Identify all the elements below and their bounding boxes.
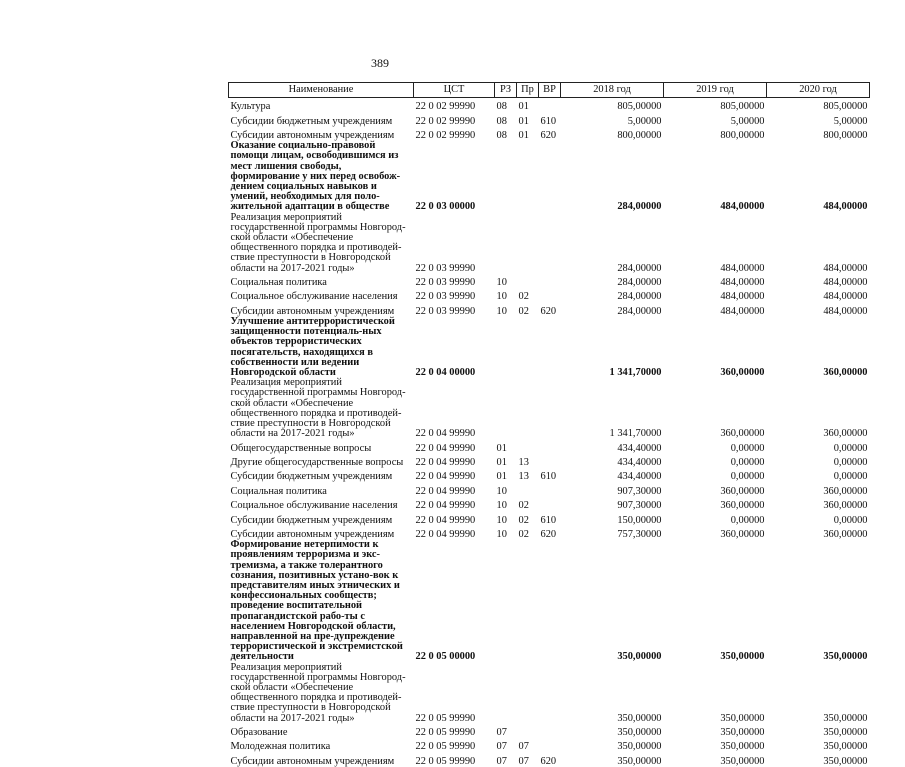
cell-vr: [539, 98, 561, 113]
cell-2018: 907,30000: [617, 500, 662, 512]
table-body: [229, 98, 870, 767]
table-row: [229, 663, 870, 724]
table-row: [229, 497, 870, 511]
cell-vr: 620: [540, 129, 557, 141]
cell-2020: 0,00000: [833, 471, 868, 483]
cell-name: Реализация мероприятий государственной программы Новгород-ской области «Обеспечение общественного порядка и противодей-ствие преступности в Новгородской области на 2017-2021 годы»: [230, 211, 406, 274]
cell-2020: 350,00000: [823, 651, 868, 663]
cell-rz: 10: [496, 305, 507, 317]
cell-name: Социальное обслуживание населения: [230, 500, 398, 512]
table-header-row: [229, 83, 870, 98]
cell-vr: [539, 454, 561, 468]
cell-2018: 1 341,70000: [609, 428, 662, 440]
cell-pr: 02: [518, 291, 529, 303]
cell-name: Культура: [230, 101, 271, 113]
cell-name: Субсидии бюджетным учреждениям: [230, 115, 393, 127]
table-row: [229, 439, 870, 453]
cell-vr: [539, 483, 561, 497]
cell-vr: [539, 213, 561, 274]
cell-name: Субсидии автономным учреждениям: [230, 528, 395, 540]
cell-cst: 22 0 03 00000: [415, 201, 476, 213]
cell-rz: 08: [496, 101, 507, 113]
cell-cst: 22 0 04 00000: [415, 367, 476, 378]
cell-cst: 22 0 04 99990: [415, 500, 476, 512]
cell-2020: 350,00000: [823, 712, 868, 724]
cell-rz: 10: [496, 500, 507, 512]
cell-cst: 22 0 02 99990: [415, 129, 476, 141]
table-row: [229, 98, 870, 113]
cell-2020: 0,00000: [833, 514, 868, 526]
cell-rz: [495, 378, 517, 439]
cell-2019: 5,00000: [730, 115, 765, 127]
header-2019: 2019 год: [664, 83, 767, 98]
cell-2018: 434,40000: [617, 457, 662, 468]
table-row: [229, 483, 870, 497]
cell-2019: 0,00000: [730, 442, 765, 454]
cell-vr: [539, 317, 561, 378]
cell-2018: 284,00000: [617, 277, 662, 288]
cell-cst: 22 0 04 99990: [415, 471, 476, 483]
cell-rz: 10: [496, 277, 507, 288]
cell-vr: [539, 724, 561, 738]
cell-name: Реализация мероприятий государственной программы Новгород-ской области «Обеспечение общественного порядка и противодей-ствие преступности в Новгородской области на 2017-2021 годы»: [230, 377, 406, 440]
cell-vr: 620: [540, 528, 557, 540]
cell-cst: 22 0 05 99990: [415, 712, 476, 724]
cell-2019: 360,00000: [720, 367, 765, 378]
cell-2019: 484,00000: [720, 291, 765, 303]
cell-cst: 22 0 04 99990: [415, 514, 476, 526]
header-name: Наименование: [229, 83, 414, 98]
cell-rz: 07: [496, 755, 507, 767]
table-row: [229, 303, 870, 317]
cell-name: Субсидии автономным учреждениям: [230, 305, 395, 317]
cell-2019: 350,00000: [720, 651, 765, 663]
table-row: [229, 127, 870, 141]
table-row: [229, 274, 870, 288]
cell-rz: 01: [496, 442, 507, 454]
cell-2019: 805,00000: [720, 101, 765, 113]
cell-pr: 07: [518, 755, 529, 767]
cell-2018: 1 341,70000: [609, 367, 662, 378]
cell-pr: 02: [518, 305, 529, 317]
cell-2020: 350,00000: [823, 727, 868, 738]
cell-2020: 360,00000: [823, 367, 868, 378]
header-cst: ЦСТ: [414, 83, 495, 98]
cell-2018: 350,00000: [617, 755, 662, 767]
cell-vr: [539, 274, 561, 288]
cell-2019: 360,00000: [720, 485, 765, 497]
cell-2018: 434,40000: [617, 442, 662, 454]
cell-2018: 284,00000: [617, 305, 662, 317]
cell-2019: 800,00000: [720, 129, 765, 141]
cell-rz: 10: [496, 291, 507, 303]
cell-2020: 484,00000: [823, 262, 868, 274]
cell-2019: 350,00000: [720, 712, 765, 724]
cell-vr: 610: [540, 471, 557, 483]
cell-vr: [539, 378, 561, 439]
cell-2019: 360,00000: [720, 528, 765, 540]
cell-rz: [495, 663, 517, 724]
cell-name: Другие общегосударственные вопросы: [230, 457, 404, 468]
cell-cst: 22 0 04 99990: [415, 457, 476, 468]
cell-2020: 484,00000: [823, 277, 868, 288]
cell-2020: 805,00000: [823, 101, 868, 113]
cell-cst: 22 0 02 99990: [415, 101, 476, 113]
cell-2018: 350,00000: [617, 651, 662, 663]
cell-name: Субсидии бюджетным учреждениям: [230, 471, 393, 483]
table-row: [229, 288, 870, 302]
cell-name: Улучшение антитеррористической защищенности потенциаль-ных объектов террористических посягательств, находящихся в собственности или ведении Новгородской области: [230, 315, 395, 378]
cell-2018: 800,00000: [617, 129, 662, 141]
cell-pr: [517, 378, 539, 439]
cell-vr: 610: [540, 115, 557, 127]
table-row: [229, 724, 870, 738]
cell-2018: 907,30000: [617, 485, 662, 497]
table-row: [229, 511, 870, 525]
cell-2018: 350,00000: [617, 712, 662, 724]
cell-rz: [495, 213, 517, 274]
cell-vr: [539, 497, 561, 511]
cell-pr: 01: [518, 129, 529, 141]
cell-vr: 610: [540, 514, 557, 526]
cell-pr: [517, 663, 539, 724]
cell-rz: 01: [496, 457, 507, 468]
cell-2018: 350,00000: [617, 727, 662, 738]
table-row: [229, 454, 870, 468]
cell-2020: 5,00000: [833, 115, 868, 127]
table-row: [229, 526, 870, 540]
cell-cst: 22 0 03 99990: [415, 277, 476, 288]
cell-name: Оказание социально-правовой помощи лицам, освободившимся из мест лишения свободы, формирование у них перед освобож-дением социальных навыков и умений, необходимых для поло-жительной адаптации в обществе: [230, 140, 401, 213]
cell-cst: 22 0 04 99990: [415, 428, 476, 440]
cell-cst: 22 0 05 99990: [415, 755, 476, 767]
cell-pr: [517, 213, 539, 274]
cell-rz: 01: [496, 471, 507, 483]
cell-vr: [539, 663, 561, 724]
cell-vr: [539, 540, 561, 662]
cell-cst: 22 0 04 99990: [415, 442, 476, 454]
budget-table: [228, 82, 870, 767]
cell-name: Реализация мероприятий государственной программы Новгород-ской области «Обеспечение общественного порядка и противодей-ствие преступности в Новгородской области на 2017-2021 годы»: [230, 661, 406, 724]
table-row: [229, 141, 870, 212]
cell-pr: 13: [518, 471, 529, 483]
cell-pr: [517, 724, 539, 738]
cell-2018: 757,30000: [617, 528, 662, 540]
cell-2019: 0,00000: [730, 471, 765, 483]
cell-2020: 0,00000: [833, 442, 868, 454]
cell-2018: 350,00000: [617, 741, 662, 753]
cell-rz: 07: [496, 727, 507, 738]
cell-vr: 620: [540, 305, 557, 317]
cell-name: Социальное обслуживание населения: [230, 291, 398, 303]
cell-vr: [539, 439, 561, 453]
cell-2019: 0,00000: [730, 514, 765, 526]
cell-2018: 284,00000: [617, 262, 662, 274]
cell-rz: [495, 317, 517, 378]
cell-2020: 360,00000: [823, 528, 868, 540]
cell-2019: 0,00000: [730, 457, 765, 468]
cell-pr: 02: [518, 528, 529, 540]
cell-2020: 360,00000: [823, 500, 868, 512]
table-row: [229, 540, 870, 662]
cell-rz: 07: [496, 741, 507, 753]
cell-2020: 484,00000: [823, 201, 868, 213]
cell-2019: 484,00000: [720, 201, 765, 213]
cell-name: Образование: [230, 727, 288, 738]
cell-name: Общегосударственные вопросы: [230, 442, 372, 454]
table-row: [229, 738, 870, 752]
table-row: [229, 753, 870, 767]
cell-2019: 360,00000: [720, 500, 765, 512]
cell-pr: [517, 274, 539, 288]
cell-2019: 350,00000: [720, 741, 765, 753]
cell-name: Социальная политика: [230, 485, 327, 497]
cell-cst: 22 0 05 99990: [415, 741, 476, 753]
cell-name: Социальная политика: [230, 277, 327, 288]
cell-name: Субсидии бюджетным учреждениям: [230, 514, 393, 526]
cell-cst: 22 0 03 99990: [415, 262, 476, 274]
cell-2018: 805,00000: [617, 101, 662, 113]
cell-rz: 08: [496, 129, 507, 141]
cell-rz: [495, 540, 517, 662]
cell-pr: 07: [518, 741, 529, 753]
cell-name: Формирование нетерпимости к проявлениям терроризма и экс-тремизма, а также толерантного сознания, позитивных устано-вок к представителям иных этнических и конфессиональных сообществ; проведение воспитательной пропагандистской рабо-ты с населением Новгородской области, направленной на пре-дупреждение террористической и экстремистской деятельности: [230, 539, 403, 663]
cell-vr: [539, 738, 561, 752]
cell-2019: 484,00000: [720, 262, 765, 274]
cell-cst: 22 0 03 99990: [415, 305, 476, 317]
cell-2018: 284,00000: [617, 291, 662, 303]
cell-2020: 800,00000: [823, 129, 868, 141]
header-rz: РЗ: [495, 83, 517, 98]
cell-rz: 10: [496, 485, 507, 497]
cell-2018: 150,00000: [617, 514, 662, 526]
cell-2019: 350,00000: [720, 727, 765, 738]
header-2018: 2018 год: [561, 83, 664, 98]
table-row: [229, 378, 870, 439]
cell-pr: [517, 439, 539, 453]
cell-2019: 360,00000: [720, 428, 765, 440]
cell-cst: 22 0 04 99990: [415, 528, 476, 540]
cell-2020: 350,00000: [823, 755, 868, 767]
cell-2019: 484,00000: [720, 305, 765, 317]
page-number: 389: [371, 56, 389, 70]
cell-pr: [517, 540, 539, 662]
cell-vr: 620: [540, 755, 557, 767]
table-row: [229, 213, 870, 274]
cell-pr: [517, 141, 539, 212]
cell-vr: [539, 141, 561, 212]
cell-rz: [495, 141, 517, 212]
table-row: [229, 468, 870, 482]
cell-name: Субсидии автономным учреждениям: [230, 129, 395, 141]
cell-vr: [539, 288, 561, 302]
cell-cst: 22 0 05 00000: [415, 651, 476, 663]
cell-2019: 484,00000: [720, 277, 765, 288]
cell-2020: 360,00000: [823, 428, 868, 440]
cell-2020: 484,00000: [823, 291, 868, 303]
cell-2018: 434,40000: [617, 471, 662, 483]
cell-pr: 13: [518, 457, 529, 468]
cell-2020: 360,00000: [823, 485, 868, 497]
header-2020: 2020 год: [767, 83, 870, 98]
header-vr: ВР: [539, 83, 561, 98]
table-row: [229, 317, 870, 378]
cell-cst: 22 0 03 99990: [415, 291, 476, 303]
cell-pr: 01: [518, 115, 529, 127]
cell-2018: 5,00000: [627, 115, 662, 127]
cell-pr: 02: [518, 514, 529, 526]
cell-pr: [517, 317, 539, 378]
cell-cst: 22 0 04 99990: [415, 485, 476, 497]
cell-2020: 350,00000: [823, 741, 868, 753]
cell-rz: 10: [496, 528, 507, 540]
cell-2020: 484,00000: [823, 305, 868, 317]
cell-rz: 10: [496, 514, 507, 526]
cell-name: Субсидии автономным учреждениям: [230, 755, 395, 767]
header-pr: Пр: [517, 83, 539, 98]
cell-2018: 284,00000: [617, 201, 662, 213]
cell-pr: 02: [518, 500, 529, 512]
cell-pr: 01: [518, 101, 529, 113]
cell-rz: 08: [496, 115, 507, 127]
cell-name: Молодежная политика: [230, 741, 331, 753]
cell-cst: 22 0 02 99990: [415, 115, 476, 127]
cell-cst: 22 0 05 99990: [415, 727, 476, 738]
table-row: [229, 112, 870, 126]
cell-2020: 0,00000: [833, 457, 868, 468]
cell-pr: [517, 483, 539, 497]
cell-2019: 350,00000: [720, 755, 765, 767]
